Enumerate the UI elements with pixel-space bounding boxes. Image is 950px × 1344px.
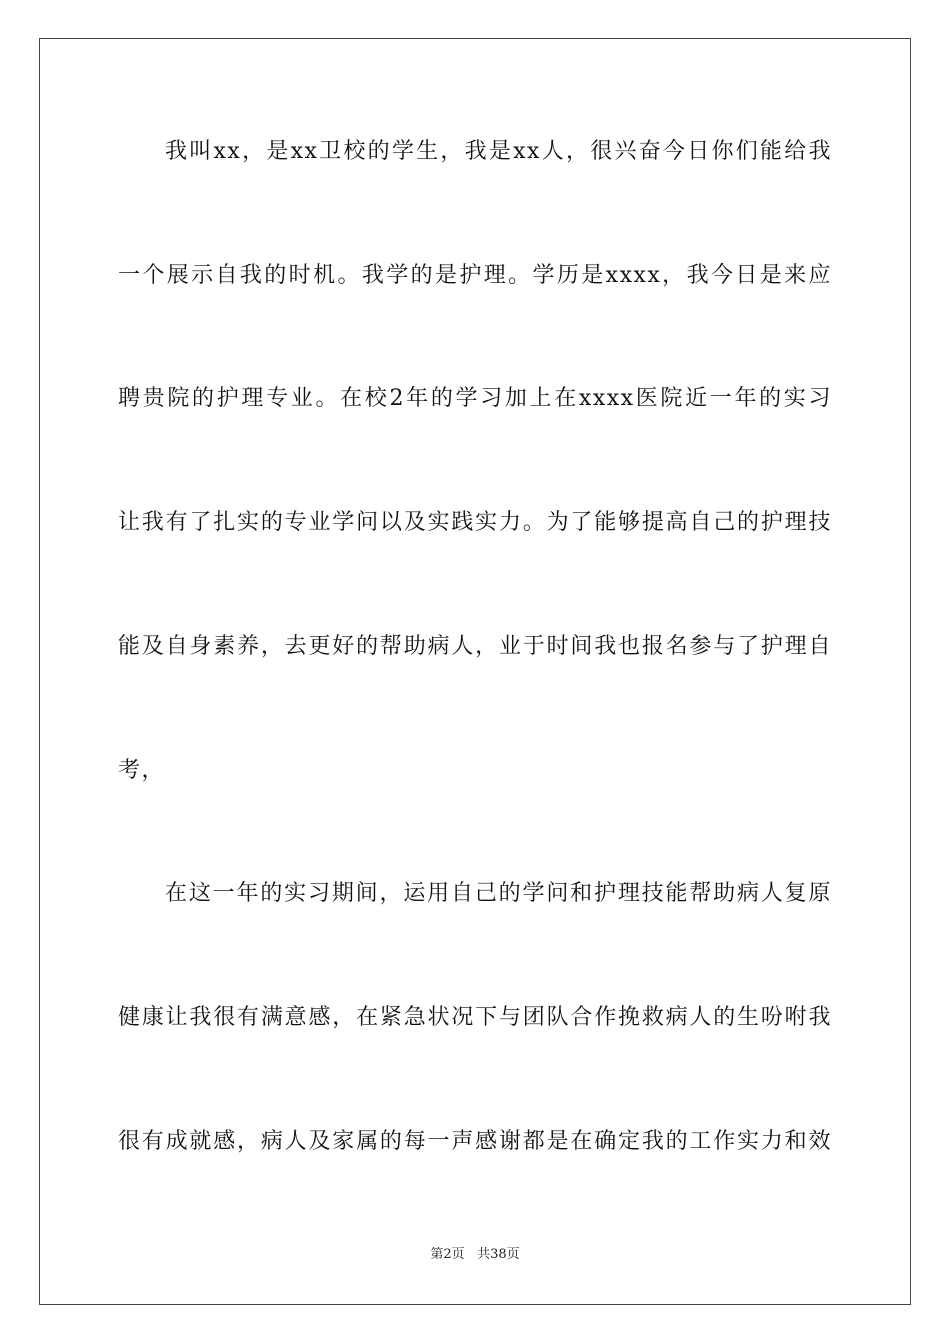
page-total: 共38页 [477, 1247, 520, 1262]
page-border [39, 38, 911, 1305]
paragraph-line: 一个展示自我的时机。我学的是护理。学历是xxxx，我今日是来应 [118, 263, 832, 288]
paragraph-line: 很有成就感，病人及家属的每一声感谢都是在确定我的工作实力和效 [118, 1129, 832, 1154]
paragraph-line: 健康让我很有满意感，在紧急状况下与团队合作挽救病人的生吩咐我 [118, 1005, 832, 1030]
paragraph-line: 让我有了扎实的专业学问以及实践实力。为了能够提高自己的护理技 [118, 510, 832, 535]
page-footer [0, 1246, 950, 1264]
paragraph-line: 考， [118, 758, 166, 783]
paragraph-line: 我叫xx，是xx卫校的学生，我是xx人，很兴奋今日你们能给我 [165, 139, 832, 164]
paragraph-line: 聘贵院的护理专业。在校2年的学习加上在xxxx医院近一年的实习 [118, 386, 832, 411]
page-number: 第2页 [430, 1247, 465, 1262]
paragraph-line: 在这一年的实习期间，运用自己的学问和护理技能帮助病人复原 [165, 881, 832, 906]
paragraph-line: 能及自身素养，去更好的帮助病人，业于时间我也报名参与了护理自 [118, 634, 832, 659]
